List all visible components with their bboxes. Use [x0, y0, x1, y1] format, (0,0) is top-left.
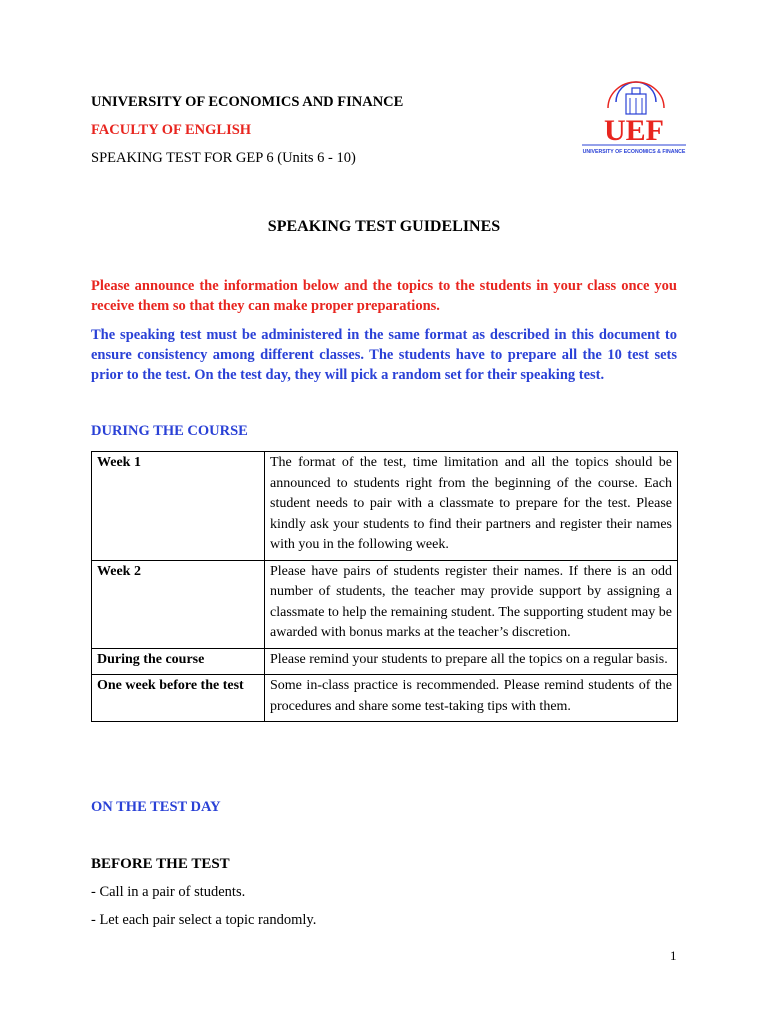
during-course-heading: DURING THE COURSE: [91, 423, 248, 439]
uef-logo-icon: [578, 78, 690, 158]
notice-paragraph: Please announce the information below and the topics to the students in your class once you receive them so that they can make proper preparations.: [91, 278, 677, 314]
row-label: During the course: [92, 648, 265, 675]
table-row: [92, 675, 678, 722]
test-day-heading: ON THE TEST DAY: [91, 799, 221, 815]
table-row: [92, 648, 678, 675]
test-name: SPEAKING TEST FOR GEP 6 (Units 6 - 10): [91, 150, 356, 166]
table-row: [92, 560, 678, 648]
list-item: - Call in a pair of students.: [91, 884, 246, 900]
row-text: Please remind your students to prepare all the topics on a regular basis.: [265, 648, 678, 675]
list-item: - Let each pair select a topic randomly.: [91, 912, 317, 928]
row-label: One week before the test: [92, 675, 265, 722]
svg-text:UNIVERSITY OF ECONOMICS & FINA: UNIVERSITY OF ECONOMICS & FINANCE: [582, 149, 686, 155]
row-label: Week 1: [92, 452, 265, 561]
row-text: The format of the test, time limitation and all the topics should be announced to students right from the beginning of the course. Each student needs to pair with a classmate to prepare for the test. Please kindly ask your students to find their partners and register their names with you in the following week.: [265, 452, 678, 561]
svg-text:UEF: UEF: [604, 114, 664, 147]
row-text: Some in-class practice is recommended. Please remind students of the procedures and share some test-taking tips with them.: [265, 675, 678, 722]
format-paragraph: The speaking test must be administered in the same format as described in this document to ensure consistency among different classes. The students have to prepare all the 10 test sets prior to the test. On the test day, they will pick a random set for their speaking test.: [91, 327, 677, 383]
table-row: [92, 452, 678, 561]
before-test-heading: BEFORE THE TEST: [91, 856, 230, 872]
row-label: Week 2: [92, 560, 265, 648]
uef-logo: [578, 78, 690, 158]
page-number: 1: [670, 948, 677, 963]
row-text: Please have pairs of students register their names. If there is an odd number of students, the teacher may provide support by assigning a classmate to help the remaining student. The supporting student may be awarded with bonus marks at the teacher’s discretion.: [265, 560, 678, 648]
faculty-name: FACULTY OF ENGLISH: [91, 122, 252, 138]
university-name: UNIVERSITY OF ECONOMICS AND FINANCE: [91, 94, 404, 110]
document-title: SPEAKING TEST GUIDELINES: [267, 218, 501, 235]
schedule-table: [91, 451, 678, 722]
